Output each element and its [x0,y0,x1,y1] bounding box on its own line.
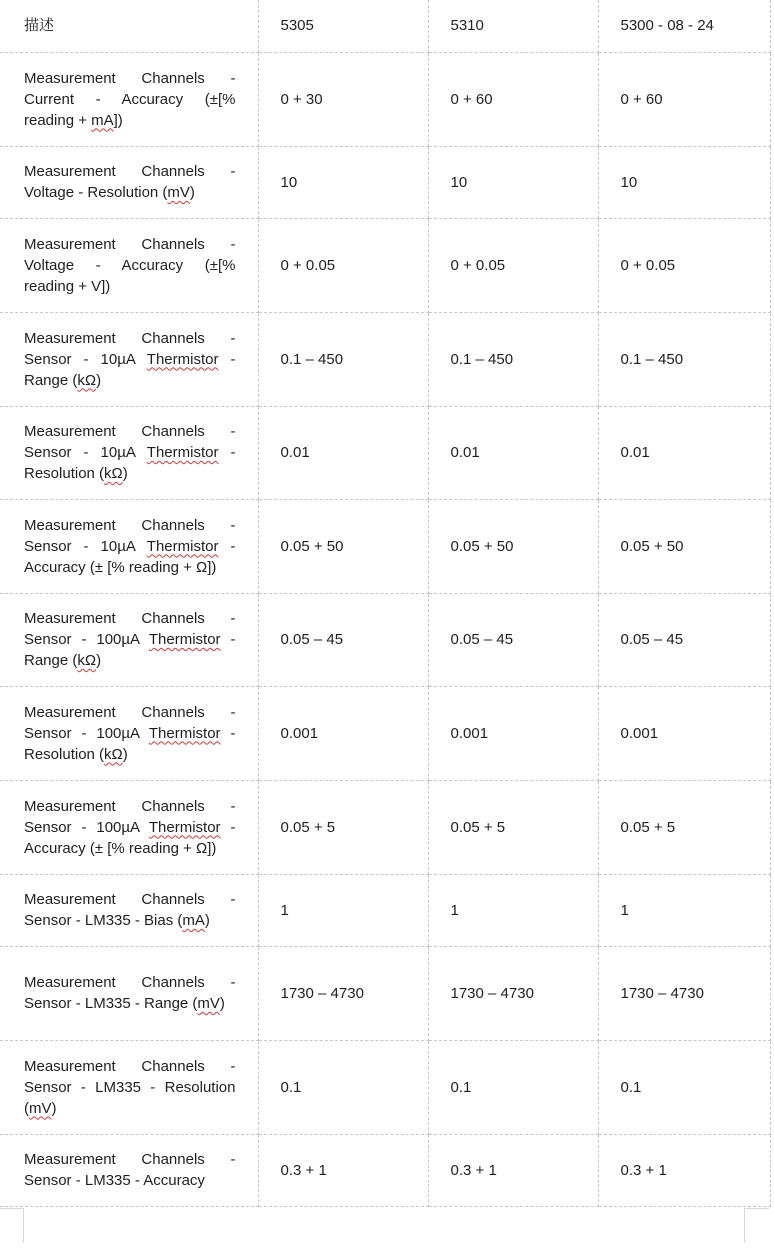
value-cell-5300-08-24: 1 [598,874,770,946]
value-cell-5310: 10 [428,146,598,218]
value-cell-5310: 0 + 0.05 [428,218,598,312]
value-cell-5305: 1730 – 4730 [258,946,428,1040]
table-row [0,780,770,874]
description-text: - Resolution ( [24,724,236,763]
description-cell [0,946,258,1040]
description-cell [0,1040,258,1134]
description-cell [0,499,258,593]
value-cell-5300-08-24: 0.1 [598,1040,770,1134]
value-cell-5300-08-24: 0.1 – 450 [598,312,770,406]
description-cell [0,406,258,499]
table-row [0,686,770,780]
value-cell-5300-08-24: 0.05 + 50 [598,499,770,593]
spellcheck-flagged-text: kΩ [77,652,97,669]
value-cell-5305: 1 [258,874,428,946]
value-cell-5305: 0 + 30 [258,52,428,146]
spellcheck-flagged-text: mV [29,1099,52,1117]
spellcheck-flagged-text: Thermistor [146,537,219,555]
value-cell-5300-08-24: 10 [598,146,770,218]
table-row [0,874,770,946]
value-cell-5310: 0.3 + 1 [428,1134,598,1206]
spellcheck-flagged-text: kΩ [104,465,123,482]
page-corner-mark-left [0,1208,24,1243]
description-text: ) [189,184,195,201]
spellcheck-flagged-text: Thermistor [148,631,221,648]
value-cell-5300-08-24: 0.001 [598,686,770,780]
value-cell-5310: 0.05 – 45 [428,593,598,686]
value-cell-5310: 0.001 [428,686,598,780]
value-cell-5305: 0.1 – 450 [258,312,428,406]
description-text: - Range ( [24,631,236,669]
value-cell-5300-08-24: 1730 – 4730 [598,946,770,1040]
value-cell-5310: 0.1 – 450 [428,312,598,406]
spellcheck-flagged-text: mV [167,184,190,201]
table-row [0,218,770,312]
description-text: Measurement Channels - Sensor - LM335 - Bias ( [24,891,236,929]
value-cell-5305: 0.3 + 1 [258,1134,428,1206]
description-text: ) [122,465,128,482]
description-text: Measurement Channels - Sensor - 10µA [24,516,236,555]
value-cell-5305: 0.1 [258,1040,428,1134]
description-text: ) [96,371,102,389]
description-text: Measurement Channels - Sensor - 100µA [24,703,236,742]
table-row [0,946,770,1040]
description-text: ]) [113,111,123,129]
header-row [0,0,770,52]
table-row [0,1134,770,1206]
value-cell-5305: 0.001 [258,686,428,780]
value-cell-5310: 0.05 + 5 [428,780,598,874]
table-row [0,312,770,406]
value-cell-5300-08-24: 0 + 0.05 [598,218,770,312]
table-row [0,499,770,593]
description-cell [0,1134,258,1206]
page-corner-mark-right [744,1208,769,1243]
description-text: ) [204,912,210,929]
spellcheck-flagged-text: kΩ [77,371,97,389]
spellcheck-flagged-text: mA [182,912,205,929]
description-text: Measurement Channels - Sensor - LM335 - Range ( [24,974,236,1012]
value-cell-5305: 0.05 – 45 [258,593,428,686]
spellcheck-flagged-text: Thermistor [148,818,221,836]
description-cell [0,218,258,312]
description-text: ) [219,995,225,1012]
header-cell-5310: 5310 [428,0,598,52]
value-cell-5300-08-24: 0.3 + 1 [598,1134,770,1206]
description-text: - Resolution ( [24,444,236,482]
description-cell [0,686,258,780]
description-cell [0,146,258,218]
spellcheck-flagged-text: kΩ [104,745,123,763]
description-text: Measurement Channels - Sensor - 10µA [24,423,236,461]
description-text: ) [51,1099,57,1117]
description-text: ) [96,652,102,669]
table-row [0,52,770,146]
description-text: - Accuracy (± [% reading + Ω]) [24,537,236,576]
description-text: Measurement Channels - Sensor - 100µA [24,797,236,836]
header-cell-5305: 5305 [258,0,428,52]
value-cell-5310: 0.05 + 50 [428,499,598,593]
spellcheck-flagged-text: mA [91,111,114,129]
value-cell-5300-08-24: 0.05 + 5 [598,780,770,874]
description-text: Measurement Channels - Current - Accuracy (±[% reading + [24,69,236,129]
value-cell-5305: 10 [258,146,428,218]
description-text: Measurement Channels - Sensor - LM335 - Accuracy [24,1151,236,1189]
value-cell-5310: 0 + 60 [428,52,598,146]
description-text: - Accuracy (± [% reading + Ω]) [24,818,236,857]
value-cell-5310: 1 [428,874,598,946]
value-cell-5305: 0 + 0.05 [258,218,428,312]
table-row [0,146,770,218]
description-cell [0,312,258,406]
table-row [0,593,770,686]
description-text: Measurement Channels - Voltage - Accuracy (±[% reading + V]) [24,235,236,295]
value-cell-5305: 0.05 + 50 [258,499,428,593]
header-cell-description: 描述 [0,0,258,52]
spellcheck-flagged-text: Thermistor [146,350,219,368]
description-cell [0,874,258,946]
description-cell [0,780,258,874]
value-cell-5310: 0.01 [428,406,598,499]
value-cell-5305: 0.01 [258,406,428,499]
value-cell-5300-08-24: 0.01 [598,406,770,499]
spellcheck-flagged-text: Thermistor [146,444,219,461]
value-cell-5300-08-24: 0.05 – 45 [598,593,770,686]
description-text: ) [122,745,128,763]
value-cell-5310: 0.1 [428,1040,598,1134]
description-text: Measurement Channels - Sensor - LM335 - Resolution ( [24,1057,236,1117]
value-cell-5305: 0.05 + 5 [258,780,428,874]
description-text: Measurement Channels - Sensor - 10µA [24,329,236,368]
value-cell-5300-08-24: 0 + 60 [598,52,770,146]
spellcheck-flagged-text: mV [197,995,220,1012]
description-cell [0,593,258,686]
description-text: Measurement Channels - Voltage - Resolution ( [24,163,236,201]
description-text: Measurement Channels - Sensor - 100µA [24,610,236,648]
description-text: - Range ( [24,350,236,389]
table-row [0,406,770,499]
table-row [0,1040,770,1134]
description-cell [0,52,258,146]
value-cell-5310: 1730 – 4730 [428,946,598,1040]
header-cell-5300-08-24: 5300 - 08 - 24 [598,0,770,52]
spellcheck-flagged-text: Thermistor [148,724,221,742]
